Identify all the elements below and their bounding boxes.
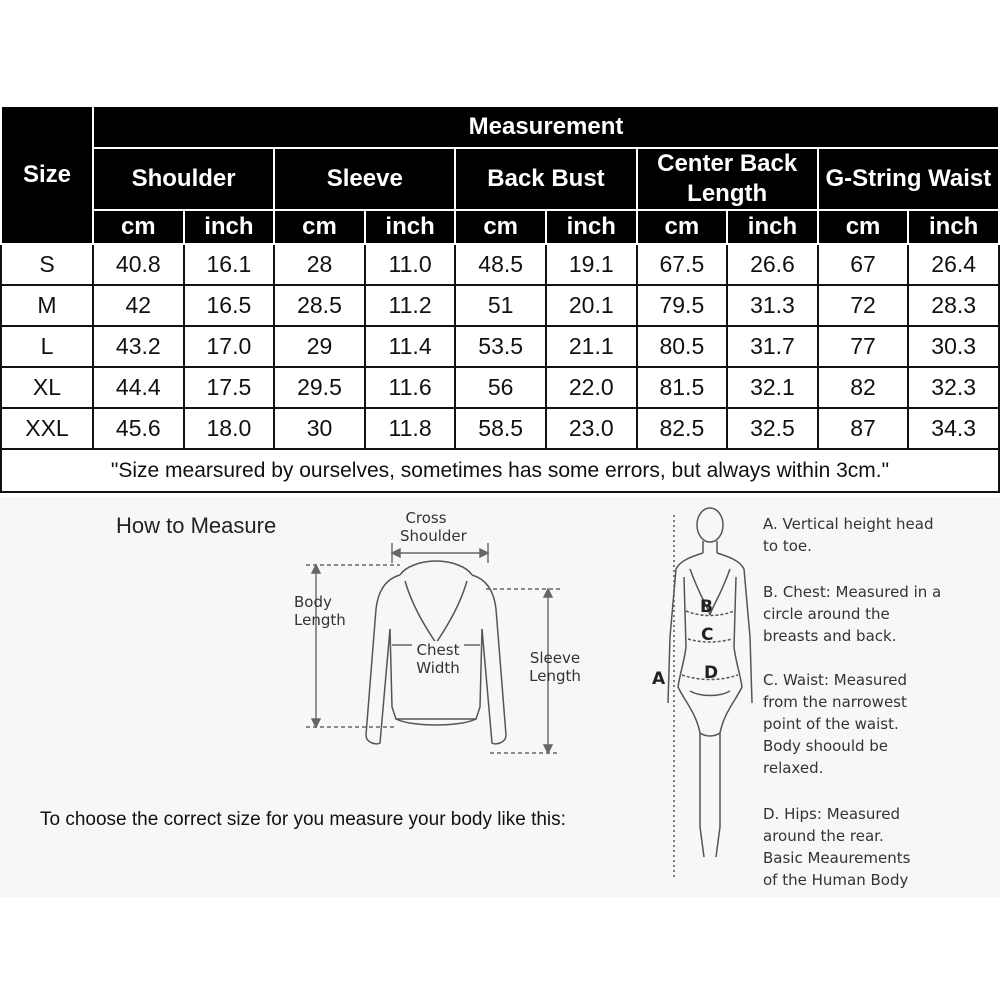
value-cell: 77 <box>818 326 909 367</box>
value-cell: 45.6 <box>93 408 184 449</box>
unit-header: cm <box>93 210 184 244</box>
value-cell: 82 <box>818 367 909 408</box>
size-chart-table <box>0 105 1000 493</box>
value-cell: 53.5 <box>455 326 546 367</box>
unit-header: cm <box>818 210 909 244</box>
value-cell: 11.2 <box>365 285 456 326</box>
value-cell: 26.6 <box>727 244 818 285</box>
value-cell: 80.5 <box>637 326 728 367</box>
value-cell: 16.1 <box>184 244 275 285</box>
value-cell: 67.5 <box>637 244 728 285</box>
value-cell: 26.4 <box>908 244 999 285</box>
value-cell: 11.6 <box>365 367 456 408</box>
table-row <box>1 408 999 449</box>
value-cell: 29 <box>274 326 365 367</box>
value-cell: 31.7 <box>727 326 818 367</box>
size-cell: S <box>1 244 93 285</box>
mark-b: B <box>700 597 713 617</box>
size-header: Size <box>1 106 93 244</box>
unit-header: inch <box>184 210 275 244</box>
sleeve-length-label: Sleeve Length <box>529 649 581 685</box>
unit-header: inch <box>365 210 456 244</box>
value-cell: 20.1 <box>546 285 637 326</box>
value-cell: 87 <box>818 408 909 449</box>
value-cell: 30 <box>274 408 365 449</box>
value-cell: 23.0 <box>546 408 637 449</box>
unit-header: cm <box>274 210 365 244</box>
g-string-waist-header: G-String Waist <box>818 148 999 210</box>
value-cell: 56 <box>455 367 546 408</box>
human-body-figure-icon <box>668 508 752 877</box>
value-cell: 16.5 <box>184 285 275 326</box>
value-cell: 51 <box>455 285 546 326</box>
value-cell: 34.3 <box>908 408 999 449</box>
value-cell: 31.3 <box>727 285 818 326</box>
value-cell: 32.5 <box>727 408 818 449</box>
value-cell: 79.5 <box>637 285 728 326</box>
unit-header: inch <box>727 210 818 244</box>
value-cell: 58.5 <box>455 408 546 449</box>
value-cell: 28.3 <box>908 285 999 326</box>
table-row <box>1 326 999 367</box>
value-cell: 11.4 <box>365 326 456 367</box>
value-cell: 42 <box>93 285 184 326</box>
how-to-measure-title: How to Measure <box>116 513 277 538</box>
size-cell: XXL <box>1 408 93 449</box>
value-cell: 30.3 <box>908 326 999 367</box>
legend-c: C. Waist: Measured from the narrowest point of the waist. Body shoould be relaxed. <box>763 671 908 777</box>
measurement-header: Measurement <box>93 106 999 148</box>
chest-width-label: Chest Width <box>412 641 464 677</box>
value-cell: 21.1 <box>546 326 637 367</box>
unit-header: cm <box>455 210 546 244</box>
value-cell: 11.8 <box>365 408 456 449</box>
legend-a: A. Vertical height head to toe. <box>763 515 934 555</box>
size-cell: M <box>1 285 93 326</box>
unit-header: inch <box>908 210 999 244</box>
mark-a: A <box>652 669 666 689</box>
value-cell: 82.5 <box>637 408 728 449</box>
table-row <box>1 367 999 408</box>
note-row <box>1 449 999 492</box>
table-row <box>1 244 999 285</box>
value-cell: 11.0 <box>365 244 456 285</box>
value-cell: 18.0 <box>184 408 275 449</box>
instruction-text: To choose the correct size for you measure your body like this: <box>40 809 566 830</box>
table-row <box>1 285 999 326</box>
value-cell: 28.5 <box>274 285 365 326</box>
body-length-label: Body Length <box>294 593 346 629</box>
value-cell: 19.1 <box>546 244 637 285</box>
value-cell: 67 <box>818 244 909 285</box>
mark-c: C <box>701 625 714 645</box>
size-note: "Size mearsured by ourselves, sometimes has some errors, but always within 3cm." <box>1 449 999 492</box>
measure-guide-panel <box>0 497 1000 897</box>
value-cell: 32.3 <box>908 367 999 408</box>
center-back-length-header: Center Back Length <box>637 148 818 210</box>
unit-header: cm <box>637 210 728 244</box>
legend-d: D. Hips: Measured around the rear. Basic Meaurements of the Human Body <box>763 805 911 889</box>
unit-header: inch <box>546 210 637 244</box>
size-cell: XL <box>1 367 93 408</box>
shoulder-header: Shoulder <box>93 148 274 210</box>
value-cell: 17.5 <box>184 367 275 408</box>
value-cell: 28 <box>274 244 365 285</box>
value-cell: 40.8 <box>93 244 184 285</box>
size-cell: L <box>1 326 93 367</box>
value-cell: 44.4 <box>93 367 184 408</box>
back-bust-header: Back Bust <box>455 148 636 210</box>
cross-shoulder-label: Cross Shoulder <box>400 509 467 545</box>
value-cell: 22.0 <box>546 367 637 408</box>
value-cell: 43.2 <box>93 326 184 367</box>
value-cell: 48.5 <box>455 244 546 285</box>
sleeve-header: Sleeve <box>274 148 455 210</box>
mark-d: D <box>704 663 719 683</box>
value-cell: 17.0 <box>184 326 275 367</box>
value-cell: 32.1 <box>727 367 818 408</box>
value-cell: 72 <box>818 285 909 326</box>
value-cell: 29.5 <box>274 367 365 408</box>
legend-b: B. Chest: Measured in a circle around the breasts and back. <box>763 583 942 645</box>
value-cell: 81.5 <box>637 367 728 408</box>
